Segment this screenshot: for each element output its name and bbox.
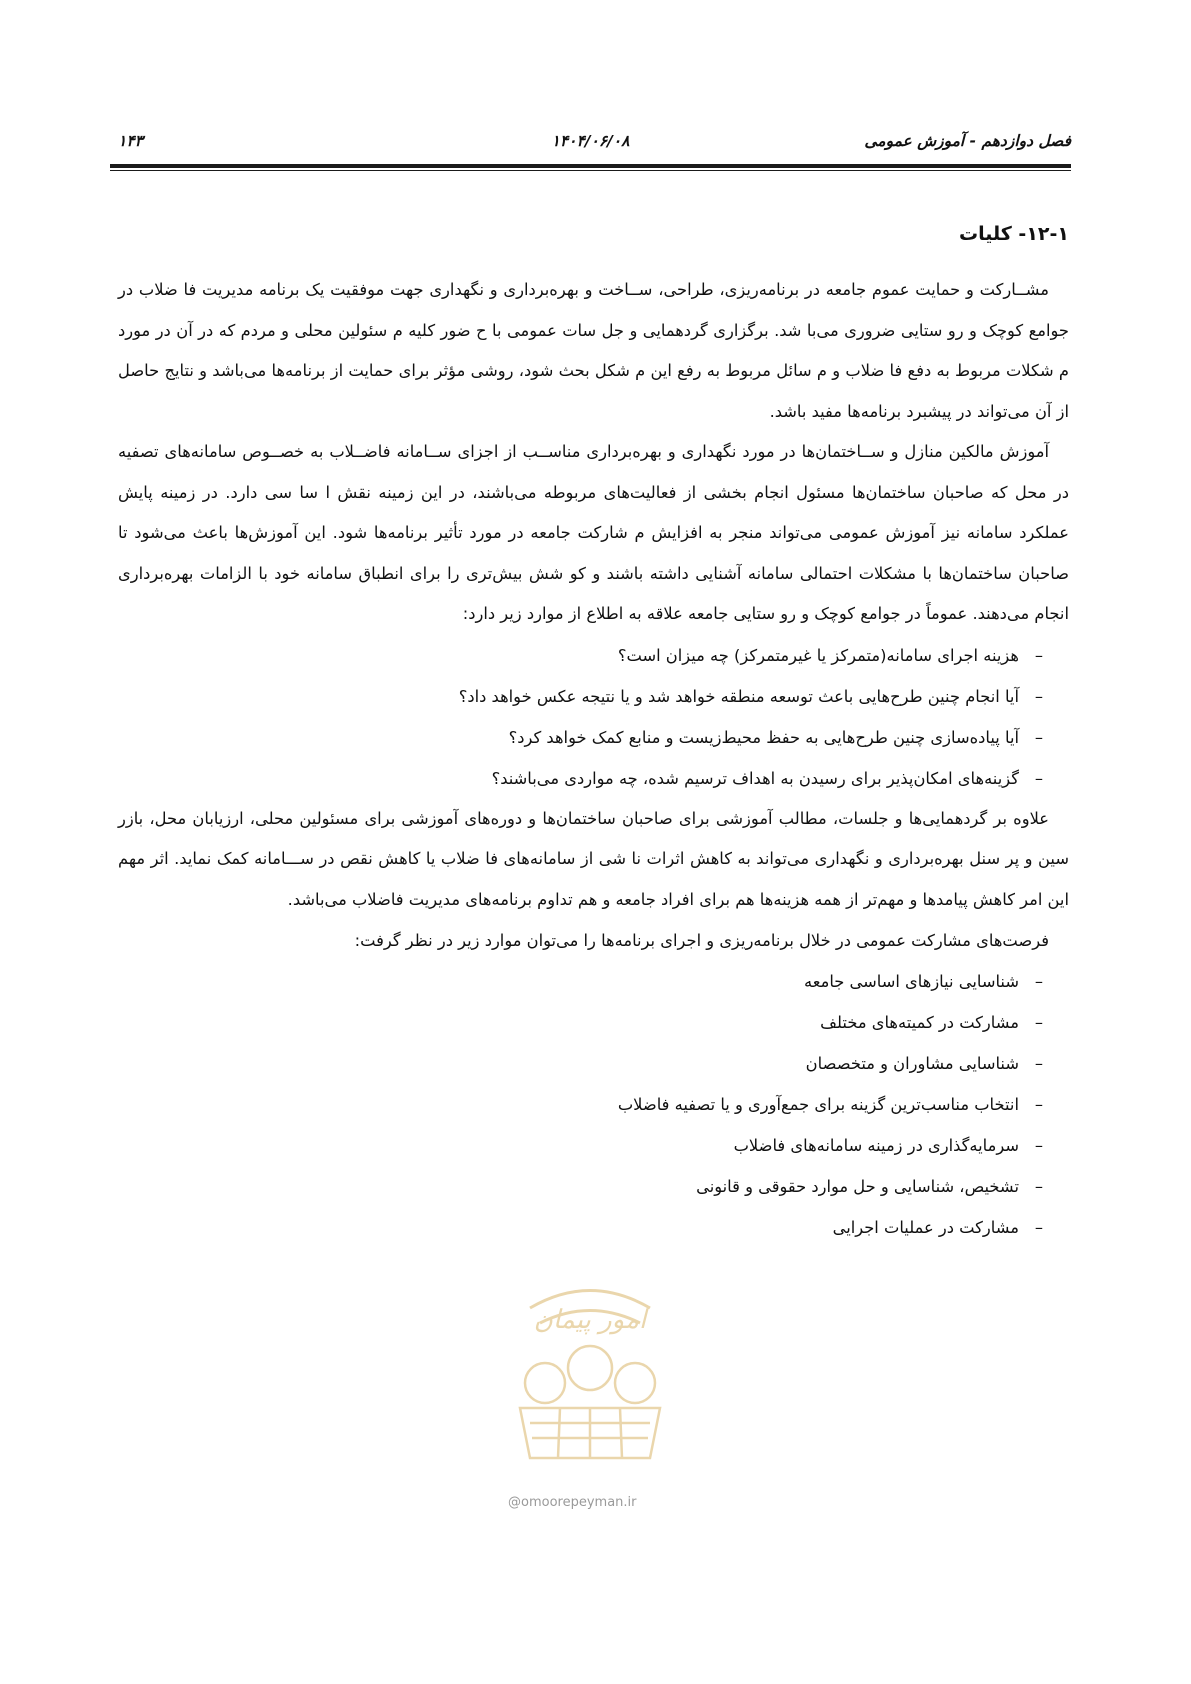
questions-list [118, 635, 1069, 799]
list-item-text: هزینه اجرای سامانه(متمرکز یا غیرمتمرکز) چه میزان است؟ [617, 645, 1019, 665]
list-item [118, 961, 1049, 1002]
list-item-text: سرمایه‌گذاری در زمینه سامانه‌های فاضلاب [733, 1136, 1019, 1155]
bullet-dash: – [1034, 1095, 1044, 1114]
page-content [118, 218, 1069, 1248]
paragraph-2: آموزش مالکین منازل و ســاختمان‌ها در مورد نگهداری و بهره‌برداری مناســب از اجزای ســامانه فاضــلاب به خصــوص سامانه‌های تصفیه در محل که صاحبان ساختمان‌ها مسئول انجام بخشی از فعالیت‌های مربوطه می‌باشند، در این زمینه نقش ا سا سی دارد. در زمینه پایش عملکرد سامانه نیز آموزش عمومی می‌تواند منجر به افزایش م شارکت جامعه در مورد تأثیر برنامه‌ها شود. این آموزش‌ها باعث می‌شود تا صاحبان ساختمان‌ها با مشکلات احتمالی سامانه آشنایی داشته باشند و کو شش بیش‌تری را برای انطباق سامانه خود با الزامات بهره‌برداری انجام می‌دهند. عموماً در جوامع کوچک و رو ستایی جامعه علاقه به اطلاع از موارد زیر دارد: [118, 442, 1069, 623]
list-item [118, 717, 1049, 758]
list-item-text: مشارکت در کمیته‌های مختلف [820, 1013, 1019, 1032]
bullet-dash: – [1034, 1136, 1044, 1155]
page-number: ۱۴۳ [118, 132, 143, 150]
list-item [118, 676, 1049, 717]
list-item [118, 1207, 1049, 1248]
list-item-text: گزینه‌های امکان‌پذیر برای رسیدن به اهداف ترسیم شده، چه مواردی می‌باشند؟ [491, 768, 1019, 788]
list-item-text: تشخیص، شناسایی و حل موارد حقوقی و قانونی [696, 1177, 1019, 1196]
list-item [118, 1043, 1049, 1084]
list-item [118, 1002, 1049, 1043]
bullet-dash: – [1034, 1177, 1044, 1196]
bullet-dash: – [1034, 1013, 1044, 1032]
page-header [110, 128, 1071, 158]
bullet-dash: – [1034, 1218, 1044, 1237]
bullet-dash: – [1034, 727, 1044, 747]
opportunities-list [118, 961, 1069, 1248]
watermark-url: @omoorepeyman.ir [508, 1495, 637, 1510]
opportunities-intro: فرصت‌های مشارکت عمومی در خلال برنامه‌ریزی و اجرای برنامه‌ها را می‌توان موارد زیر در نظر گرفت: [354, 931, 1049, 950]
paragraph-1: مشــارکت و حمایت عموم جامعه در برنامه‌ریزی، طراحی، ســاخت و بهره‌برداری و نگهداری جهت موفقیت یک برنامه مدیریت فا ضلاب در جوامع کوچک و رو ستایی ضروری می‌با شد. برگزاری گردهمایی و جل سات عمومی با ح ضور کلیه م سئولین محلی و مردم که در آن در مورد م شکلات مربوط به دفع فا ضلاب و م سائل مربوط به رفع این م شکل بحث شود، روشی مؤثر برای حمایت از برنامه‌ها می‌باشد و نتایج حاصل از آن می‌تواند در پیشبرد برنامه‌ها مفید باشد. [118, 280, 1069, 421]
header-rule-thin [110, 170, 1071, 171]
header-rule-thick [110, 164, 1071, 168]
list-item [118, 635, 1049, 676]
paragraph-3: علاوه بر گردهمایی‌ها و جلسات، مطالب آموزشی برای صاحبان ساختمان‌ها و دوره‌های آموزشی برای مسئولین محلی، ارزیابان محل، بازر سین و پر سنل بهره‌برداری و نگهداری می‌تواند به کاهش اثرات نا شی از سامانه‌های فا ضلاب یا کاهش نقص در ســـامانه کمک نماید. اثر مهم این امر کاهش پیامدها و مهم‌تر از همه هزینه‌ها هم برای افراد جامعه و هم تداوم برنامه‌های مدیریت فاضلاب می‌باشد. [118, 808, 1069, 909]
list-item [118, 1084, 1049, 1125]
list-item [118, 758, 1049, 799]
watermark-logo-icon [500, 1268, 680, 1468]
bullet-dash: – [1034, 686, 1044, 706]
bullet-dash: – [1034, 768, 1044, 788]
list-item-text: آیا انجام چنین طرح‌هایی باعث توسعه منطقه خواهد شد و یا نتیجه عکس خواهد داد؟ [458, 686, 1019, 706]
bullet-dash: – [1034, 645, 1044, 665]
header-date: ۱۴۰۴/۰۶/۰۸ [551, 132, 630, 150]
list-item [118, 1166, 1049, 1207]
svg-text:امور پیمان: امور پیمان [533, 1305, 647, 1335]
chapter-title: فصل دوازدهم - آموزش عمومی [864, 132, 1071, 150]
bullet-dash: – [1034, 972, 1044, 991]
list-item-text: شناسایی نیازهای اساسی جامعه [804, 972, 1019, 991]
list-item-text: آیا پیاده‌سازی چنین طرح‌هایی به حفظ محیط‌زیست و منابع کمک خواهد کرد؟ [508, 727, 1019, 747]
bullet-dash: – [1034, 1054, 1044, 1073]
list-item [118, 1125, 1049, 1166]
list-item-text: شناسایی مشاوران و متخصصان [805, 1054, 1019, 1073]
section-heading: ۱۲-۱- کلیات [959, 223, 1069, 245]
list-item-text: مشارکت در عملیات اجرایی [832, 1218, 1019, 1237]
list-item-text: انتخاب مناسب‌ترین گزینه برای جمع‌آوری و یا تصفیه فاضلاب [617, 1095, 1019, 1114]
